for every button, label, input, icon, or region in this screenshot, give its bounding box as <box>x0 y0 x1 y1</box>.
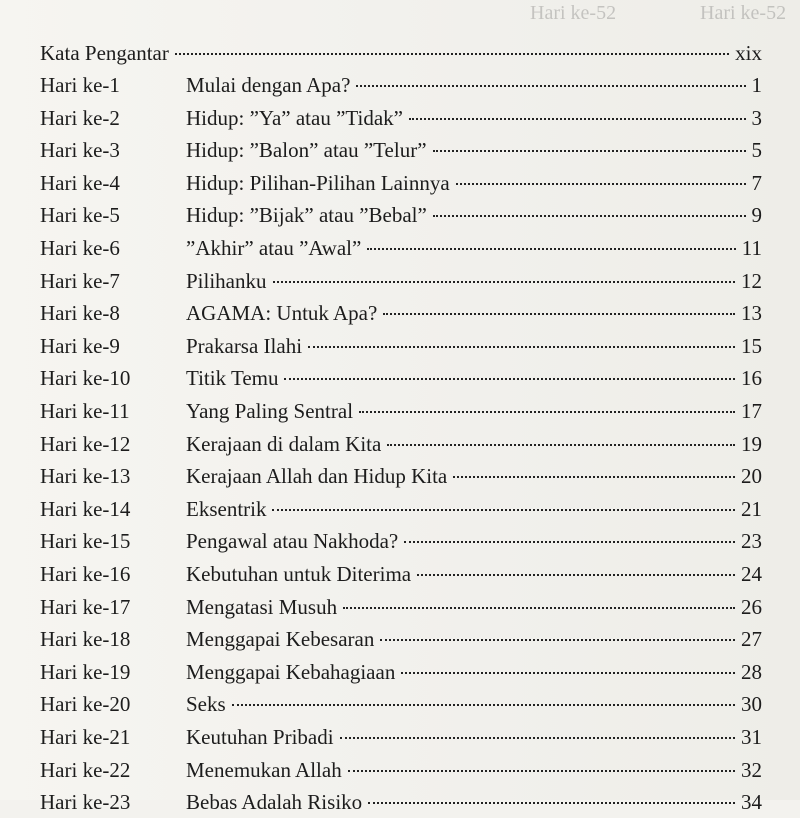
dot-leader <box>401 672 735 674</box>
toc-title-wrap <box>186 721 762 753</box>
toc-row <box>0 525 800 557</box>
dot-leader <box>417 574 735 576</box>
dot-leader <box>368 802 735 804</box>
toc-chapter-title: Titik Temu <box>186 366 279 391</box>
toc-day-label: Hari ke-8 <box>40 301 120 326</box>
toc-chapter-title: Keutuhan Pribadi <box>186 725 334 749</box>
bleed-through-left: Hari ke-52 <box>530 2 617 24</box>
dot-leader <box>340 737 735 739</box>
toc-page-number: 5 <box>751 138 762 163</box>
toc-row <box>0 69 800 101</box>
toc-chapter-title: Menggapai Kebesaran <box>186 627 375 652</box>
toc-page-number: 12 <box>741 268 762 293</box>
toc-chapter-title: Kerajaan Allah dan Hidup Kita <box>186 464 448 489</box>
toc-intro-page: xix <box>735 41 762 65</box>
toc-chapter-title: AGAMA: Untuk Apa? <box>186 301 378 326</box>
toc-day-label: Hari ke-11 <box>40 399 130 423</box>
dot-leader <box>359 411 735 413</box>
toc-page-number: 21 <box>741 496 762 521</box>
toc-title-wrap <box>186 362 762 394</box>
toc-page-number: 31 <box>741 725 762 749</box>
toc-row <box>0 428 800 460</box>
toc-chapter-title: Prakarsa Ilahi <box>186 333 303 358</box>
toc-chapter-title: Pengawal atau Nakhoda? <box>186 529 399 554</box>
toc-title-wrap <box>186 656 762 688</box>
toc-row <box>0 493 800 525</box>
toc-page-number: 23 <box>741 529 762 554</box>
toc-day-label: Hari ke-6 <box>40 236 120 260</box>
toc-chapter-title: Hidup: ”Balon” atau ”Telur” <box>186 138 427 163</box>
toc-row <box>0 721 800 753</box>
toc-title-wrap <box>186 688 762 720</box>
dot-leader <box>284 378 735 380</box>
dot-leader <box>273 281 735 283</box>
toc-chapter-title: Hidup: ”Bijak” atau ”Bebal” <box>186 203 427 228</box>
toc-chapter-title: Mengatasi Musuh <box>186 594 338 619</box>
toc-page-number: 32 <box>741 757 762 782</box>
toc-page-number: 28 <box>741 659 762 684</box>
toc-page-number: 7 <box>751 170 762 195</box>
toc-day-label: Hari ke-22 <box>40 757 131 782</box>
toc-title-wrap <box>186 428 762 460</box>
dot-leader <box>404 541 735 543</box>
toc-row <box>0 265 800 297</box>
toc-title-wrap <box>186 525 762 557</box>
toc-chapter-title: Eksentrik <box>186 496 267 521</box>
toc-page-number: 9 <box>751 203 762 228</box>
dot-leader <box>308 346 735 348</box>
toc-page-number: 19 <box>741 431 762 456</box>
dot-leader <box>343 607 735 609</box>
toc-row <box>0 460 800 492</box>
dot-leader <box>453 476 735 478</box>
toc-page-number: 15 <box>741 333 762 358</box>
toc-page-number: 34 <box>741 790 762 815</box>
toc-page-number: 16 <box>741 366 762 391</box>
toc-page-number: 11 <box>741 236 762 260</box>
toc-day-label: Hari ke-10 <box>40 366 131 391</box>
toc-day-label: Hari ke-17 <box>40 594 131 619</box>
toc-page-number: 13 <box>741 301 762 326</box>
toc-row <box>0 786 800 818</box>
toc-chapter-title: Hidup: ”Ya” atau ”Tidak” <box>186 105 403 130</box>
toc-title-wrap <box>186 102 762 134</box>
toc-row <box>0 558 800 590</box>
toc-title-wrap <box>186 199 762 231</box>
toc-day-label: Hari ke-18 <box>40 627 131 652</box>
toc-day-label: Hari ke-15 <box>40 529 131 554</box>
dot-leader <box>272 509 735 511</box>
toc-day-label: Hari ke-2 <box>40 105 120 130</box>
toc-row <box>0 297 800 329</box>
toc-page-number: 17 <box>741 399 762 423</box>
dot-leader <box>433 150 746 152</box>
toc-title-wrap <box>186 167 762 199</box>
toc-chapter-title: Kerajaan di dalam Kita <box>186 431 382 456</box>
toc-row <box>0 688 800 720</box>
toc-title-wrap <box>186 558 762 590</box>
toc-title-wrap <box>186 395 762 427</box>
toc-chapter-title: Yang Paling Sentral <box>186 399 354 423</box>
toc-chapter-title: Mulai dengan Apa? <box>186 73 351 97</box>
toc-title-wrap <box>186 623 762 655</box>
toc-title-wrap <box>186 69 762 101</box>
toc-title-wrap <box>186 460 762 492</box>
toc-day-label: Hari ke-19 <box>40 659 131 684</box>
dot-leader <box>348 770 735 772</box>
toc-page-number: 24 <box>741 562 762 586</box>
toc-chapter-title: Menggapai Kebahagiaan <box>186 659 396 684</box>
toc-row <box>0 656 800 688</box>
toc-day-label: Hari ke-5 <box>40 203 120 228</box>
toc-row <box>0 395 800 427</box>
toc-chapter-title: Seks <box>186 692 226 717</box>
dot-leader <box>456 183 746 185</box>
toc-row <box>0 167 800 199</box>
dot-leader <box>367 248 735 250</box>
toc-chapter-title: ”Akhir” atau ”Awal” <box>186 236 362 260</box>
dot-leader <box>387 444 735 446</box>
dot-leader <box>232 704 735 706</box>
dot-leader <box>409 118 746 120</box>
toc-day-label: Hari ke-20 <box>40 692 131 717</box>
dot-leader <box>383 313 735 315</box>
toc-day-label: Hari ke-12 <box>40 431 131 456</box>
toc-day-label: Hari ke-21 <box>40 725 131 749</box>
toc-page-number: 30 <box>741 692 762 717</box>
toc-title-wrap <box>186 754 762 786</box>
toc-page-number: 1 <box>751 73 762 97</box>
toc-title-wrap <box>186 297 762 329</box>
toc-row <box>0 102 800 134</box>
toc-day-label: Hari ke-9 <box>40 333 120 358</box>
toc-page-number: 26 <box>741 594 762 619</box>
toc-intro-wrap <box>40 37 762 69</box>
toc-chapter-title: Kebutuhan untuk Diterima <box>186 562 412 586</box>
toc-row <box>0 232 800 264</box>
toc-chapter-title: Bebas Adalah Risiko <box>186 790 363 815</box>
toc-title-wrap <box>186 330 762 362</box>
dot-leader <box>356 85 745 87</box>
toc-page-number: 27 <box>741 627 762 652</box>
toc-title-wrap <box>186 786 762 818</box>
toc-title-wrap <box>186 232 762 264</box>
toc-row <box>0 362 800 394</box>
toc-chapter-title: Hidup: Pilihan-Pilihan Lainnya <box>186 170 450 195</box>
toc-title-wrap <box>186 134 762 166</box>
toc-chapter-title: Menemukan Allah <box>186 757 342 782</box>
toc-day-label: Hari ke-3 <box>40 138 120 163</box>
toc-day-label: Hari ke-1 <box>40 73 120 97</box>
toc-day-label: Hari ke-4 <box>40 170 120 195</box>
toc-row <box>0 623 800 655</box>
toc-day-label: Hari ke-13 <box>40 464 131 489</box>
toc-chapter-title: Pilihanku <box>186 268 267 293</box>
toc-title-wrap <box>186 265 762 297</box>
toc-row <box>0 134 800 166</box>
toc-day-label: Hari ke-14 <box>40 496 131 521</box>
toc-page-number: 3 <box>751 105 762 130</box>
dot-leader <box>380 639 735 641</box>
toc-title-wrap <box>186 493 762 525</box>
toc-row <box>0 754 800 786</box>
toc-intro-row <box>0 37 800 69</box>
toc-row <box>0 199 800 231</box>
toc-row <box>0 330 800 362</box>
toc-day-label: Hari ke-7 <box>40 268 120 293</box>
toc-intro-label: Kata Pengantar <box>40 41 169 65</box>
toc-row <box>0 591 800 623</box>
toc-page-number: 20 <box>741 464 762 489</box>
toc-title-wrap <box>186 591 762 623</box>
toc-day-label: Hari ke-16 <box>40 562 131 586</box>
bleed-through-right: Hari ke-52 <box>700 2 787 24</box>
dot-leader <box>433 215 746 217</box>
dot-leader <box>175 53 729 55</box>
toc-day-label: Hari ke-23 <box>40 790 131 815</box>
